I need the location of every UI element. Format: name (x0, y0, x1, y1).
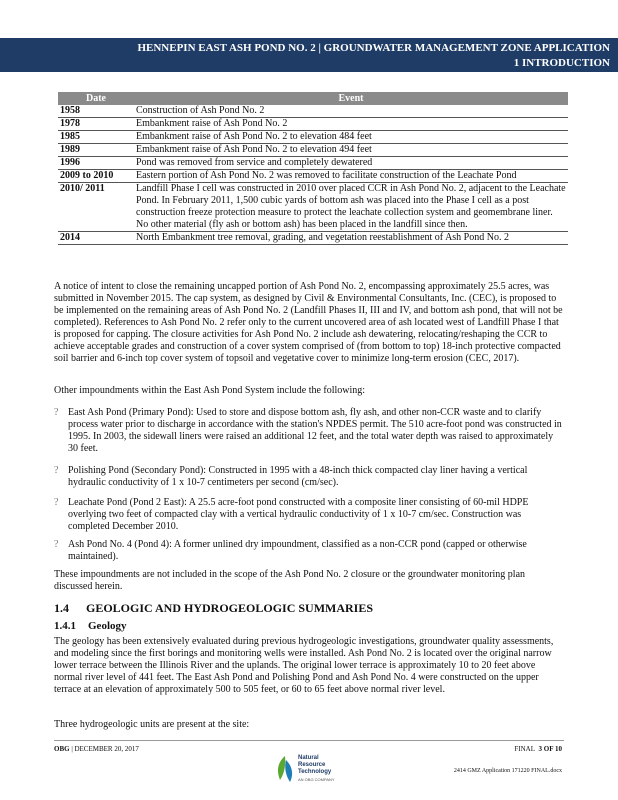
impoundments-intro: Other impoundments within the East Ash Pond System include the following: (54, 385, 366, 396)
bullet-marker: ? (54, 465, 59, 476)
bullet-marker: ? (54, 407, 59, 418)
geology-paragraph: The geology has been extensively evaluated during previous hydrogeologic investigations, groundwater quality assessments, and modeling since the first borings and monitoring wells were installed. Ash Pond No. 2 is located over the original narrow lower terrace between the Illinois River and the uplands. The original lower terrace is approximately 10 to 20 feet above normal river level of 441 feet. The East Ash Pond and Polishing Pond and Ash Pond No. 4 were constructed on the upper terrace at an elevation of approximately 500 to 505 feet, or 60 to 65 feet above normal river level. (54, 636, 554, 695)
section-heading-1-4: 1.4 GEOLOGIC AND HYDROGEOLOGIC SUMMARIES (54, 601, 374, 615)
footer-left: OBG | DECEMBER 20, 2017 (54, 745, 139, 753)
table-row: 1958 Construction of Ash Pond No. 2 (58, 105, 568, 118)
footer-company: OBG (54, 745, 70, 753)
page-number: 3 OF 10 (538, 745, 562, 753)
leaf-logo-icon (274, 754, 296, 784)
list-item: ? Ash Pond No. 4 (Pond 4): A former unlined dry impoundment, classified as a non-CCR pond (capped or otherwise maintained). (54, 539, 527, 562)
footer-filename: 2414 GMZ Application 171220 FINAL.docx (453, 768, 562, 774)
table-row: 1996 Pond was removed from service and completely dewatered (58, 157, 568, 170)
list-item: ? Polishing Pond (Secondary Pond): Constructed in 1995 with a 48-inch thick compacted clay liner having a vertical hydraulic conductivity of 1 x 10-7 centimeters per second (cm/sec). (54, 465, 528, 488)
table-row: 1978 Embankment raise of Ash Pond No. 2 (58, 118, 568, 131)
footer-status: FINAL (514, 745, 536, 753)
header-title: HENNEPIN EAST ASH POND NO. 2 | GROUNDWATER MANAGEMENT ZONE APPLICATION (137, 42, 610, 54)
section-heading-1-4-1: 1.4.1 Geology (54, 620, 127, 632)
header-section: 1 INTRODUCTION (513, 57, 610, 69)
col-event-header: Event (134, 92, 568, 105)
company-logo: Natural Resource Technology AN OBG COMPANY (274, 752, 364, 788)
table-row: 2014 North Embankment tree removal, grading, and vegetation reestablishment of Ash Pond No. 2 (58, 232, 568, 245)
footer-date: DECEMBER 20, 2017 (74, 745, 139, 753)
bullet-marker: ? (54, 539, 59, 550)
bullet-marker: ? (54, 497, 59, 508)
closure-paragraph: A notice of intent to close the remaining uncapped portion of Ash Pond No. 2, encompassing approximately 25.5 acres, was submitted in November 2015. The cap system, as designed by Civil & Environmental Consultants, Inc. (CEC), is proposed to be implemented on the remaining areas of Ash Pond No. 2 (Landfill Phases II, III and IV, and bottom ash pond, that will not be completed). References to Ash Pond No. 2 refer only to the current uncovered area of ash located west of Landfill Phase I that is proposed for capping. The closure activities for Ash Pond No. 2 include ash dewatering, relocating/reshaping the CCR to achieve acceptable grades and construction of a cover system comprised of (from bottom to top) 18-inch protective compacted soil barrier and 6-inch top cover system of topsoil and vegetative cover to minimize long-term erosion (CEC, 2017). (54, 281, 563, 364)
table-row: 2009 to 2010 Eastern portion of Ash Pond No. 2 was removed to facilitate construction of the Leachate Pond (58, 170, 568, 183)
table-row: 2010/ 2011 Landfill Phase I cell was constructed in 2010 over placed CCR in Ash Pond No. 2, adjacent to the Leachate Pond. In February 2011, 1,500 cubic yards of bottom ash was placed into the Phase I cell as a post construction freeze protection measure to protect the leachate collection system and geomembrane liner. No other material (fly ash or bottom ash) has been placed in the landfill since then. (58, 183, 568, 232)
hydro-units-intro: Three hydrogeologic units are present at the site: (54, 719, 250, 730)
footer-right (514, 745, 562, 753)
document-header (0, 38, 618, 72)
scope-paragraph: These impoundments are not included in the scope of the Ash Pond No. 2 closure or the groundwater monitoring plan discussed herein. (54, 569, 526, 592)
table-row: 1985 Embankment raise of Ash Pond No. 2 to elevation 484 feet (58, 131, 568, 144)
list-item: ? East Ash Pond (Primary Pond): Used to store and dispose bottom ash, fly ash, and other non-CCR waste and to clarify process water prior to discharge in accordance with the station's NPDES permit. The 510 acre-foot pond was constructed in 1995. In 2003, the sidewall liners were raised an additional 12 feet, and the total water depth was raised to approximately 30 feet. (54, 407, 562, 454)
col-date-header: Date (58, 92, 134, 105)
table-row: 1989 Embankment raise of Ash Pond No. 2 to elevation 494 feet (58, 144, 568, 157)
list-item: ? Leachate Pond (Pond 2 East): A 25.5 acre-foot pond constructed with a composite liner consisting of 60-mil HDPE overlying two feet of compacted clay with a vertical hydraulic conductivity of 1 x 10-7 cm/sec. Construction was completed December 2010. (54, 497, 529, 532)
footer-divider (54, 740, 564, 741)
timeline-table (58, 92, 568, 245)
